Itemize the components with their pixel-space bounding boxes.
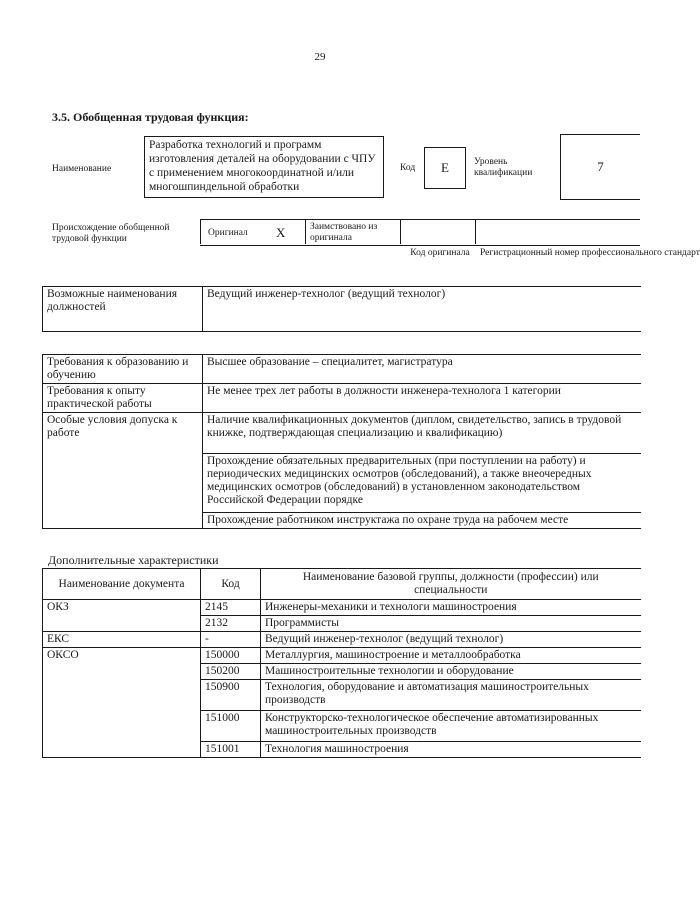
header-name: Наименование базовой группы, должности (профессии) или специальности xyxy=(261,569,641,600)
borrowed-label: Заимствовано из оригинала xyxy=(310,222,378,243)
classifier-table xyxy=(42,568,641,758)
requirement-label: Требования к образованию и обучению xyxy=(43,355,203,384)
doc-cell: ЕКС xyxy=(43,632,201,648)
special-condition-item: Прохождение работником инструктажа по охране труда на рабочем месте xyxy=(203,513,641,529)
name-cell: Ведущий инженер-технолог (ведущий технолог) xyxy=(261,632,641,648)
requirements-row xyxy=(43,413,641,454)
positions-value: Ведущий инженер-технолог (ведущий технолог) xyxy=(203,287,641,332)
section-title: 3.5. Обобщенная трудовая функция: xyxy=(52,110,249,124)
code-cell: 2145 xyxy=(201,600,261,616)
special-condition-item: Прохождение обязательных предварительных (при поступлении на работу) и периодических медицинских осмотров (обследований), а также внеочередных медицинских осмотров (обследований) в установленном законодательством Российской Федерации порядке xyxy=(203,454,641,513)
origin-label: Происхождение обобщенной трудовой функции xyxy=(52,223,170,244)
code-cell: 150200 xyxy=(201,664,261,680)
table-row xyxy=(43,648,641,664)
requirement-label: Требования к опыту практической работы xyxy=(43,384,203,413)
name-cell: Программисты xyxy=(261,616,641,632)
requirements-row xyxy=(43,355,641,384)
header-doc: Наименование документа xyxy=(43,569,201,600)
name-cell: Технология, оборудование и автоматизация машиностроительных производств xyxy=(261,680,641,711)
code-cell: 2132 xyxy=(201,616,261,632)
special-conditions-spacer xyxy=(43,454,203,513)
code-value: E xyxy=(441,160,449,175)
level-label: Уровень квалификации xyxy=(474,157,533,178)
header-code: Код xyxy=(201,569,261,600)
origin-row xyxy=(200,219,640,246)
doc-cell: ОКЗ xyxy=(43,600,201,632)
name-cell: Конструкторско-технологическое обеспечение автоматизированных машиностроительных производств xyxy=(261,711,641,742)
table-row xyxy=(43,632,641,648)
code-cell: 150000 xyxy=(201,648,261,664)
name-cell: Инженеры-механики и технологи машиностроения xyxy=(261,600,641,616)
special-conditions-label: Особые условия допуска к работе xyxy=(43,413,203,454)
requirement-value: Не менее трех лет работы в должности инженера-технолога 1 категории xyxy=(203,384,641,413)
classifier-header xyxy=(43,569,641,600)
regnum-caption: Регистрационный номер профессионального стандарт xyxy=(480,248,700,258)
code-cell: 150900 xyxy=(201,680,261,711)
requirements-row xyxy=(43,454,641,513)
name-label: Наименование xyxy=(52,164,112,174)
positions-label: Возможные наименования должностей xyxy=(43,287,203,332)
additional-title: Дополнительные характеристики xyxy=(48,553,219,567)
special-conditions-spacer xyxy=(43,513,203,529)
requirements-table xyxy=(42,354,641,529)
code-cell: - xyxy=(201,632,261,648)
requirements-row xyxy=(43,384,641,413)
requirements-row xyxy=(43,513,641,529)
original-label: Оригинал xyxy=(208,228,248,238)
code-cell: 151000 xyxy=(201,711,261,742)
special-condition-item: Наличие квалификационных документов (диплом, свидетельство, запись в трудовой книжке, подтверждающая специализацию и квалификацию) xyxy=(203,413,641,454)
name-cell: Машиностроительные технологии и оборудование xyxy=(261,664,641,680)
code-label: Код xyxy=(400,163,416,173)
code-caption: Код оригинала xyxy=(410,248,470,258)
original-mark: X xyxy=(276,225,286,240)
requirement-value: Высшее образование – специалитет, магистратура xyxy=(203,355,641,384)
name-cell: Металлургия, машиностроение и металлообработка xyxy=(261,648,641,664)
table-row xyxy=(43,600,641,616)
function-name-box xyxy=(144,136,384,198)
positions-table xyxy=(42,286,641,332)
page-number: 29 xyxy=(314,51,326,63)
level-value: 7 xyxy=(597,159,604,174)
function-name-value: Разработка технологий и программ изготовления деталей на оборудовании с ЧПУ с применением многокоординатной и/или многошпиндельной обработки xyxy=(149,139,376,193)
origin-divider-4 xyxy=(475,219,476,244)
code-cell: 151001 xyxy=(201,742,261,758)
origin-divider-2 xyxy=(305,219,306,244)
code-value-box xyxy=(424,147,466,189)
origin-divider-1 xyxy=(200,219,201,244)
doc-cell: ОКСО xyxy=(43,648,201,758)
level-value-box xyxy=(560,134,640,200)
name-cell: Технология машиностроения xyxy=(261,742,641,758)
origin-divider-3 xyxy=(400,219,401,244)
